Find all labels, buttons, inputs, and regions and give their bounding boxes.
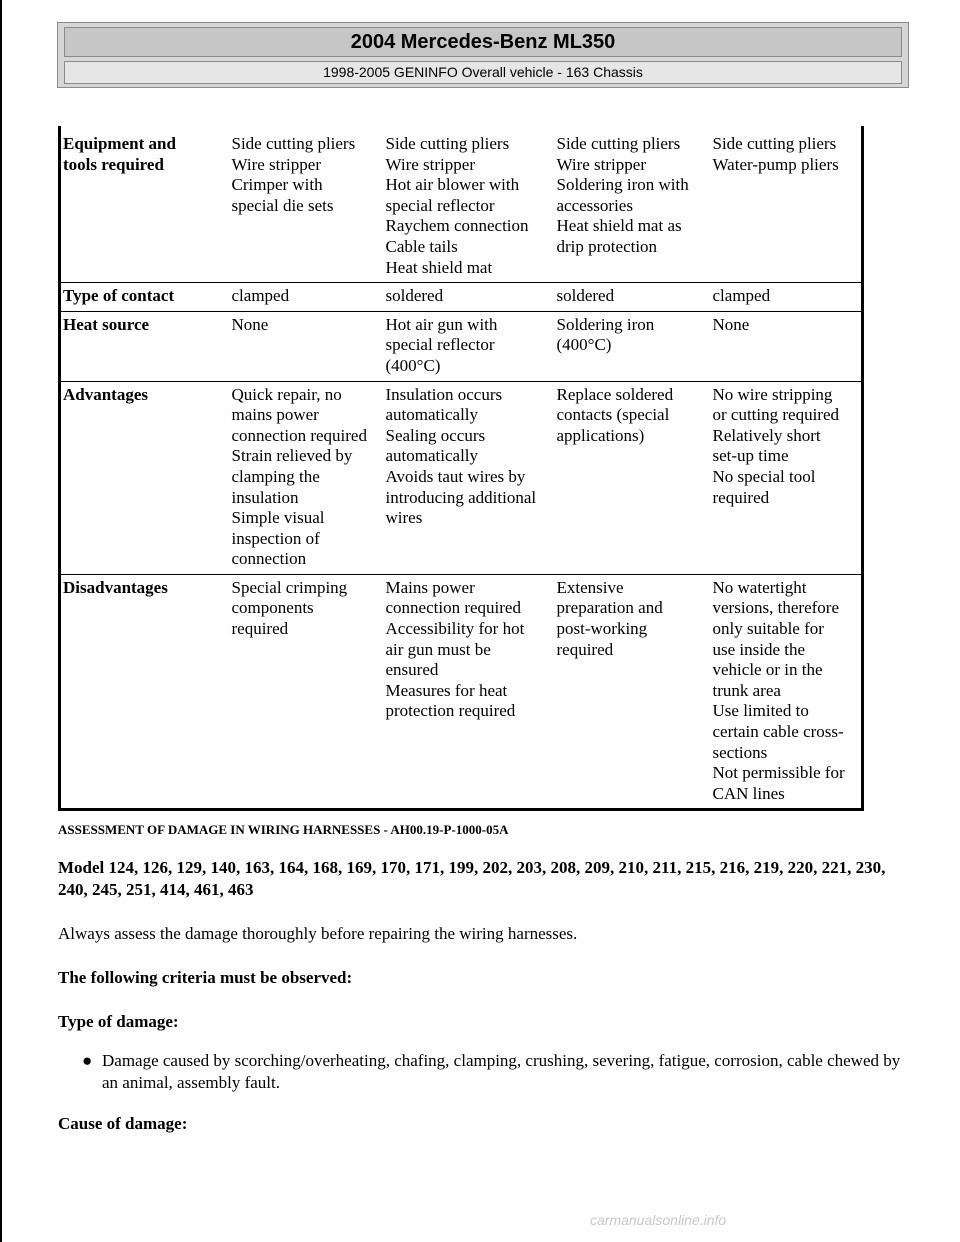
cell-line: None	[231, 314, 269, 334]
section-heading: ASSESSMENT OF DAMAGE IN WIRING HARNESSES - AH00.19-P-1000-05A	[58, 822, 509, 837]
table-cell	[555, 126, 711, 283]
intro-text: Always assess the damage thoroughly before repairing the wiring harnesses.	[58, 924, 578, 943]
cell-line: CAN lines	[712, 783, 785, 803]
cell-line: Use limited to	[712, 701, 809, 721]
cell-line: required	[556, 639, 614, 659]
table-row	[60, 311, 863, 381]
cell-line: insulation	[231, 487, 299, 507]
connection-methods-table	[58, 126, 864, 811]
cell-line: Crimper with	[231, 175, 323, 195]
document-subtitle: 1998-2005 GENINFO Overall vehicle - 163 Chassis	[64, 61, 902, 84]
cell-line: No wire stripping	[712, 384, 833, 404]
table-cell	[711, 311, 863, 381]
table-cell	[230, 126, 384, 283]
damage-type-heading: Type of damage:	[58, 1012, 179, 1031]
cell-line: automatically	[385, 405, 479, 425]
cell-line: No special tool	[712, 466, 816, 486]
cell-line: air gun must be	[385, 639, 491, 659]
cell-line: components	[231, 598, 314, 618]
row-label-line: Disadvantages	[63, 577, 168, 597]
table-cell	[230, 283, 384, 312]
cell-line: Hot air blower with	[385, 175, 520, 195]
cell-line: soldered	[556, 286, 615, 306]
cell-line: or cutting required	[712, 405, 840, 425]
cell-line: applications)	[556, 425, 645, 445]
table-cell	[711, 126, 863, 283]
cell-line: Mains power	[385, 577, 475, 597]
row-label	[60, 311, 230, 381]
cell-line: use inside the	[712, 639, 806, 659]
cell-line: Wire stripper	[385, 154, 475, 174]
cell-line: special die sets	[231, 195, 334, 215]
cell-line: vehicle or in the	[712, 660, 823, 680]
table-cell	[555, 381, 711, 574]
table-cell	[384, 381, 555, 574]
cell-line: Special crimping	[231, 577, 348, 597]
table-cell	[384, 283, 555, 312]
cell-line: wires	[385, 508, 423, 528]
cell-line: post-working	[556, 619, 648, 639]
cell-line: Replace soldered	[556, 384, 674, 404]
cell-line: No watertight	[712, 577, 807, 597]
cell-line: Side cutting pliers	[231, 134, 356, 153]
cell-line: special reflector	[385, 335, 495, 355]
cell-line: contacts (special	[556, 405, 670, 425]
cell-line: preparation and	[556, 598, 663, 618]
row-label	[60, 574, 230, 810]
table-cell	[711, 381, 863, 574]
cell-line: (400°C)	[556, 335, 612, 355]
cell-line: (400°C)	[385, 355, 441, 375]
table-cell	[384, 126, 555, 283]
row-label-line: Heat source	[63, 314, 150, 334]
table-row	[60, 574, 863, 810]
cell-line: required	[231, 619, 289, 639]
page-left-rule	[0, 0, 2, 1242]
cell-line: connection required	[385, 598, 521, 618]
cell-line: inspection of	[231, 528, 320, 548]
cell-line: Raychem connection	[385, 216, 529, 236]
cell-line: connection required	[231, 425, 367, 445]
cell-line: Avoids taut wires by	[385, 466, 526, 486]
cell-line: special reflector	[385, 195, 495, 215]
table-cell	[555, 311, 711, 381]
bullet-icon: ●	[82, 1051, 93, 1070]
list-item-text: Damage caused by scorching/overheating, chafing, clamping, crushing, severing, fatigue, corrosion, cable chewed by an animal, assembly fault.	[102, 1051, 901, 1092]
cell-line: Soldering iron with	[556, 175, 689, 195]
criteria-heading: The following criteria must be observed:	[58, 968, 353, 987]
cell-line: sections	[712, 742, 768, 762]
table-cell	[555, 283, 711, 312]
cell-line: Soldering iron	[556, 314, 655, 334]
damage-type-list	[82, 1050, 912, 1094]
row-label-line: Advantages	[63, 384, 149, 404]
cell-line: Measures for heat	[385, 680, 508, 700]
table-cell	[230, 574, 384, 810]
row-label-line: Equipment and	[63, 134, 176, 153]
cell-line: drip protection	[556, 236, 658, 256]
cell-line: Not permissible for	[712, 763, 845, 783]
cell-line: Wire stripper	[556, 154, 646, 174]
row-label	[60, 381, 230, 574]
table-cell	[555, 574, 711, 810]
cell-line: Cable tails	[385, 236, 458, 256]
row-label	[60, 283, 230, 312]
document-title: 2004 Mercedes-Benz ML350	[64, 27, 902, 57]
cell-line: Side cutting pliers	[712, 134, 837, 153]
cell-line: ensured	[385, 660, 439, 680]
cell-line: soldered	[385, 286, 444, 306]
cell-line: None	[712, 314, 750, 334]
table-cell	[230, 311, 384, 381]
cell-line: protection required	[385, 701, 516, 721]
cell-line: Quick repair, no	[231, 384, 342, 404]
cell-line: clamped	[231, 286, 290, 306]
table-cell	[711, 283, 863, 312]
cell-line: Sealing occurs	[385, 425, 486, 445]
cell-line: required	[712, 487, 770, 507]
cell-line: Hot air gun with	[385, 314, 498, 334]
table-row	[60, 381, 863, 574]
cell-line: mains power	[231, 405, 319, 425]
cell-line: clamping the	[231, 466, 320, 486]
cell-line: Water-pump pliers	[712, 154, 839, 174]
table-cell	[711, 574, 863, 810]
cell-line: Strain relieved by	[231, 446, 353, 466]
cell-line: Accessibility for hot	[385, 619, 525, 639]
list-item	[82, 1050, 912, 1094]
cell-line: accessories	[556, 195, 633, 215]
cell-line: Insulation occurs	[385, 384, 503, 404]
table-row	[60, 126, 863, 283]
table-row	[60, 283, 863, 312]
row-label	[60, 126, 230, 283]
row-label-line: Type of contact	[63, 286, 175, 306]
cell-line: certain cable cross-	[712, 722, 844, 742]
cell-line: Wire stripper	[231, 154, 321, 174]
cell-line: Simple visual	[231, 508, 325, 528]
cell-line: introducing additional	[385, 487, 537, 507]
table-cell	[230, 381, 384, 574]
cell-line: Extensive	[556, 577, 624, 597]
applicable-models: Model 124, 126, 129, 140, 163, 164, 168, 169, 170, 171, 199, 202, 203, 208, 209, 210, 211, 215, 216, 219, 220, 221, 230, 240, 245, 251, 414, 461, 463	[58, 858, 886, 899]
cell-line: only suitable for	[712, 619, 824, 639]
cause-heading: Cause of damage:	[58, 1114, 188, 1133]
cell-line: clamped	[712, 286, 771, 306]
table-cell	[384, 311, 555, 381]
cell-line: Side cutting pliers	[556, 134, 681, 153]
document-header	[57, 22, 909, 88]
cell-line: Heat shield mat as	[556, 216, 682, 236]
cell-line: Side cutting pliers	[385, 134, 510, 153]
cell-line: versions, therefore	[712, 598, 840, 618]
cell-line: trunk area	[712, 680, 781, 700]
watermark: carmanualsonline.info	[590, 1212, 727, 1228]
cell-line: automatically	[385, 446, 479, 466]
cell-line: set-up time	[712, 446, 789, 466]
table-body	[60, 126, 863, 810]
cell-line: Heat shield mat	[385, 257, 493, 277]
row-label-line: tools required	[63, 154, 164, 174]
cell-line: Relatively short	[712, 425, 821, 445]
table-cell	[384, 574, 555, 810]
cell-line: connection	[231, 549, 307, 569]
